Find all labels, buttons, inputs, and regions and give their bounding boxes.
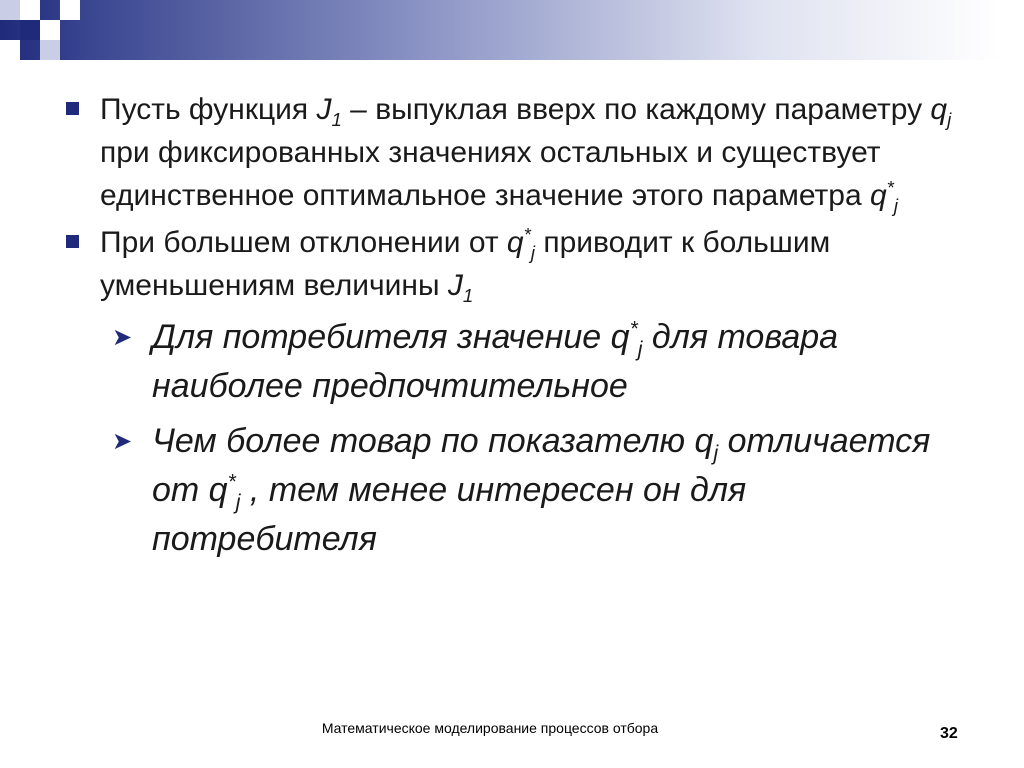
square-bullet-icon [66, 102, 79, 115]
math-subscript: 1 [331, 109, 342, 130]
math-subscript: j [235, 490, 241, 514]
math-superscript: * [523, 224, 531, 245]
math-superscript: * [886, 177, 894, 198]
sub-bullet-text: Для потребителя значение q [152, 318, 630, 356]
math-symbol: J [316, 93, 332, 126]
deco-square [40, 40, 60, 60]
math-subscript: 1 [462, 285, 474, 306]
math-subscript: j [637, 337, 643, 361]
math-subscript: j [530, 242, 535, 263]
deco-square [20, 0, 40, 20]
bullet-text: при фиксированных значениях остальных и существует единственное оптимальное значение этого параметра [100, 136, 881, 212]
deco-square [60, 0, 80, 20]
math-symbol: q [930, 93, 948, 126]
deco-square [40, 20, 60, 40]
deco-square [20, 20, 40, 40]
sub-bullet-text: , тем менее интересен он для потребителя [152, 471, 747, 558]
sub-bullet-item [62, 313, 962, 411]
sub-bullet-item [62, 417, 962, 564]
math-superscript: * [227, 470, 236, 494]
footer-text: Математическое моделирование процессов отбора [321, 720, 659, 736]
math-subscript: j [893, 195, 899, 216]
header-gradient-bar [0, 0, 1024, 60]
deco-square [0, 40, 20, 60]
math-subscript: j [713, 441, 719, 465]
deco-square [0, 0, 20, 20]
page-number: 32 [940, 725, 958, 742]
slide-content [62, 88, 962, 564]
math-symbol: J [447, 269, 463, 302]
bullet-text: При большем отклонении от [100, 226, 507, 259]
arrow-bullet-icon: ➤ [112, 428, 133, 455]
bullet-text: – выпуклая вверх по каждому параметру [341, 93, 931, 126]
sub-bullet-text: для товара наиболее предпочтительное [152, 318, 839, 405]
bullet-item [62, 221, 962, 307]
bullet-item [62, 88, 962, 217]
square-bullet-icon [66, 235, 79, 248]
math-symbol: q [869, 179, 887, 212]
sub-bullet-text: Чем более товар по показателю q [152, 422, 714, 460]
math-superscript: * [629, 317, 638, 341]
bullet-text: Пусть функция [100, 93, 317, 126]
bullet-text: приводит к большим уменьшениям величины [100, 226, 831, 302]
arrow-bullet-icon: ➤ [112, 324, 133, 351]
math-subscript: j [947, 109, 952, 130]
sub-bullet-text: отличается от q [152, 422, 931, 509]
math-symbol: q [506, 226, 524, 259]
